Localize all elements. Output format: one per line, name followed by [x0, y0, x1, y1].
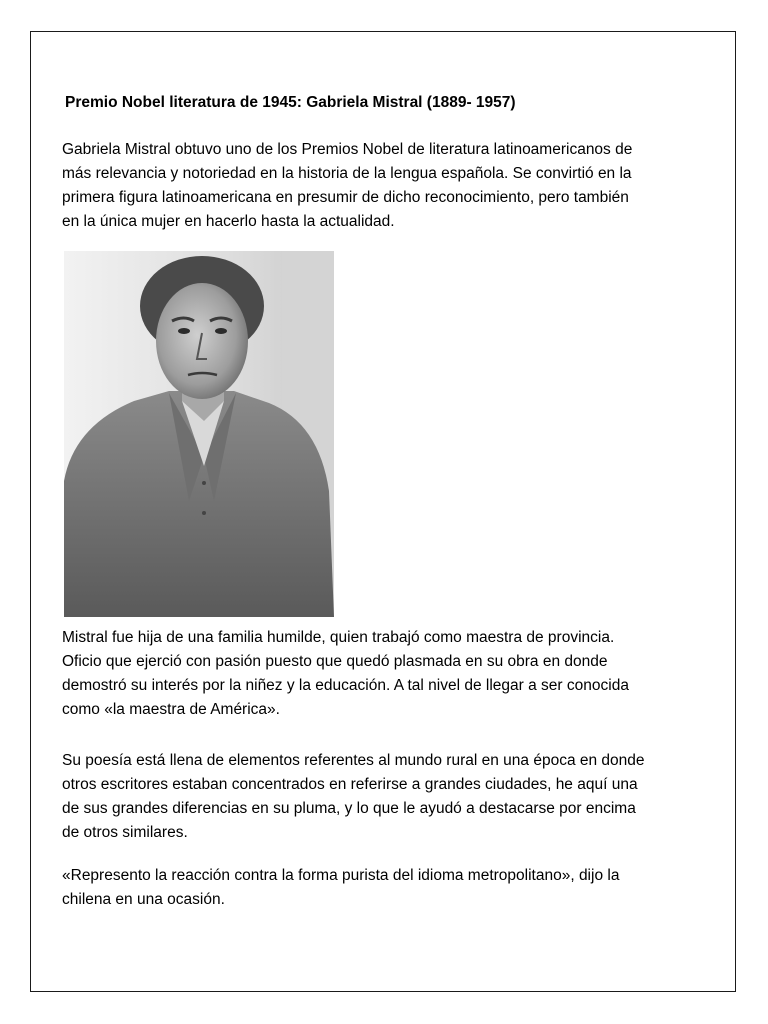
paragraph-line: más relevancia y notoriedad en la historia de la lengua española. Se convirtió en la [62, 165, 632, 182]
paragraph-line: Gabriela Mistral obtuvo uno de los Premios Nobel de literatura latinoamericanos de [62, 141, 633, 158]
paragraph-line: chilena en una ocasión. [62, 891, 225, 908]
paragraph-quote [62, 864, 718, 912]
paragraph-line: como «la maestra de América». [62, 701, 280, 718]
paragraph-line: Su poesía está llena de elementos referentes al mundo rural en una época en donde [62, 752, 645, 769]
paragraph-line: «Represento la reacción contra la forma purista del idioma metropolitano», dijo la [62, 867, 620, 884]
paragraph-line: demostró su interés por la niñez y la educación. A tal nivel de llegar a ser conocida [62, 677, 629, 694]
portrait-photo [64, 251, 334, 617]
paragraph-line: Oficio que ejerció con pasión puesto que quedó plasmada en su obra en donde [62, 653, 608, 670]
document-title: Premio Nobel literatura de 1945: Gabriela Mistral (1889- 1957) [65, 94, 516, 111]
paragraph-line: de otros similares. [62, 824, 188, 841]
paragraph-line: Mistral fue hija de una familia humilde, quien trabajó como maestra de provincia. [62, 629, 615, 646]
paragraph-intro [62, 138, 718, 234]
paragraph-line: otros escritores estaban concentrados en referirse a grandes ciudades, he aquí una [62, 776, 638, 793]
paragraph-line: de sus grandes diferencias en su pluma, y lo que le ayudó a destacarse por encima [62, 800, 636, 817]
paragraph-biography [62, 626, 718, 722]
document-page [30, 31, 736, 992]
paragraph-line: en la única mujer en hacerlo hasta la actualidad. [62, 213, 395, 230]
paragraph-line: primera figura latinoamericana en presumir de dicho reconocimiento, pero también [62, 189, 629, 206]
paragraph-poetry [62, 749, 718, 845]
